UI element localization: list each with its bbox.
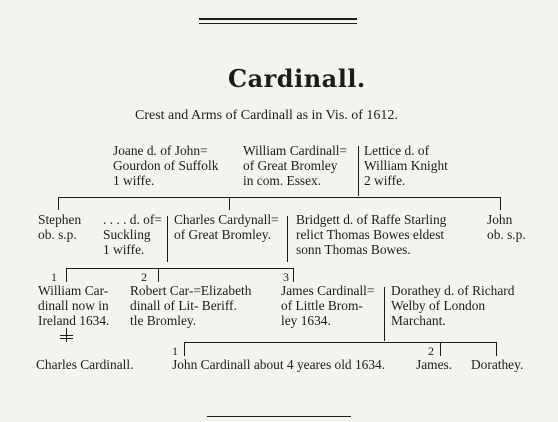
james-line-1: James Cardinall= xyxy=(281,283,375,298)
william-car-descent-mark-1 xyxy=(60,335,73,336)
john-line-1: John xyxy=(487,212,513,227)
john-cardinall-entry: John Cardinall about 4 yeares old 1634. xyxy=(172,357,386,372)
james-cardinall-entry xyxy=(281,283,374,328)
robert-line-1: Robert Car-=Elizabeth xyxy=(130,283,252,298)
william-car-descent-mark-2 xyxy=(60,338,73,339)
lettice-line-3: 2 wiffe. xyxy=(364,173,406,188)
dorathey-welby-entry xyxy=(391,283,514,328)
suckling-entry xyxy=(103,212,162,257)
charles-drop xyxy=(229,197,230,210)
gen3-num-3: 3 xyxy=(283,270,289,284)
william-cardinall-entry xyxy=(243,143,347,188)
charles-cardinall-entry: Charles Cardinall. xyxy=(36,357,134,372)
charles-cardynall-entry xyxy=(174,212,279,242)
top-rule-1 xyxy=(199,18,357,20)
top-rule-2 xyxy=(199,23,357,24)
john-entry xyxy=(487,212,526,242)
william-line-1: William Cardinall= xyxy=(243,143,348,158)
suckling-line-2: Suckling xyxy=(103,227,151,242)
bridgett-line-3: sonn Thomas Bowes. xyxy=(296,242,411,257)
joane-entry xyxy=(113,143,218,188)
bottom-rule xyxy=(207,416,351,417)
joane-line-3: 1 wiffe. xyxy=(113,173,155,188)
robert-drop xyxy=(158,268,159,282)
william-car-entry xyxy=(38,283,109,328)
gen4-num-2: 2 xyxy=(428,344,434,358)
gen3-num-2: 2 xyxy=(141,270,147,284)
stephen-entry xyxy=(38,212,81,242)
lettice-entry xyxy=(364,143,448,188)
gen2-branch-line xyxy=(58,197,501,198)
page-title: Cardinall. xyxy=(228,64,366,93)
dorathey-line-1: Dorathey d. of Richard xyxy=(391,283,515,298)
joane-line-1: Joane d. of John= xyxy=(113,143,208,158)
suckling-line-3: 1 wiffe. xyxy=(103,242,145,257)
william-car-line-1: William Car- xyxy=(38,283,109,298)
john-cardinall-drop xyxy=(184,342,185,356)
charles-line-1: Charles Cardynall= xyxy=(174,212,279,227)
suckling-line-1: . . . . d. of= xyxy=(103,212,162,227)
robert-line-2: dinall of Lit- Beriff. xyxy=(130,298,237,313)
robert-line-3: tle Bromley. xyxy=(130,313,197,328)
lettice-line-2: William Knight xyxy=(364,158,448,173)
william-car-drop xyxy=(66,268,67,282)
bridgett-line-1: Bridgett d. of Raffe Starling xyxy=(296,212,447,227)
gen4-num-1: 1 xyxy=(172,344,178,358)
james-line-3: ley 1634. xyxy=(281,313,331,328)
bridgett-entry xyxy=(296,212,446,257)
gen3-num-1: 1 xyxy=(51,270,57,284)
joane-line-2: Gourdon of Suffolk xyxy=(113,158,219,173)
james-drop xyxy=(293,268,294,282)
james-line-2: of Little Brom- xyxy=(281,298,363,313)
suckling-marriage-line xyxy=(167,216,168,262)
james-son-drop xyxy=(440,342,441,356)
bridgett-line-2: relict Thomas Bowes eldest xyxy=(296,227,445,242)
stephen-drop xyxy=(58,197,59,210)
gen4-branch-line xyxy=(184,342,497,343)
william-line-3: in com. Essex. xyxy=(243,173,322,188)
stephen-line-1: Stephen xyxy=(38,212,82,227)
john-line-2: ob. s.p. xyxy=(487,227,526,242)
bridgett-marriage-line xyxy=(287,216,288,262)
gen1-marriage-line xyxy=(358,146,359,196)
dorathey-entry: Dorathey. xyxy=(471,357,524,372)
dorathey-daughter-drop xyxy=(496,342,497,356)
james-entry: James. xyxy=(416,357,453,372)
gen3-branch-line xyxy=(66,268,294,269)
dorathey-marriage-line xyxy=(384,287,385,341)
william-car-line-2: dinall now in xyxy=(38,298,109,313)
john-drop xyxy=(500,197,501,210)
charles-line-2: of Great Bromley. xyxy=(174,227,271,242)
lettice-line-1: Lettice d. of xyxy=(364,143,430,158)
robert-entry xyxy=(130,283,251,328)
dorathey-line-3: Marchant. xyxy=(391,313,446,328)
stephen-line-2: ob. s.p. xyxy=(38,227,77,242)
subtitle: Crest and Arms of Cardinall as in Vis. of 1612. xyxy=(135,108,398,123)
dorathey-line-2: Welby of London xyxy=(391,298,486,313)
william-car-line-3: Ireland 1634. xyxy=(38,313,110,328)
william-line-2: of Great Bromley xyxy=(243,158,338,173)
